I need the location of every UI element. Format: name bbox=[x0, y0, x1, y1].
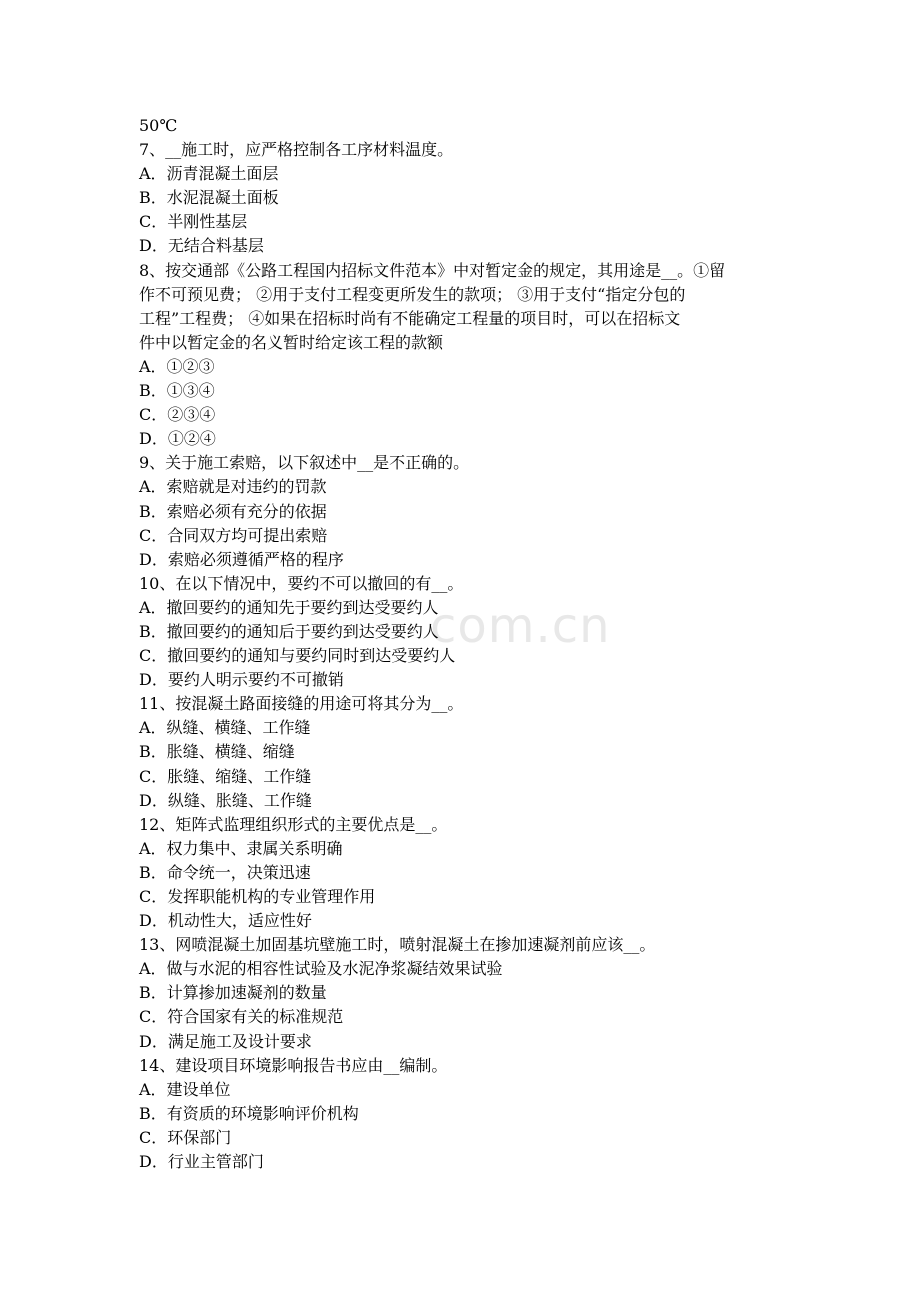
option-b: B．索赔必须有充分的依据 bbox=[139, 501, 327, 521]
question-stem: 14、建设项目环境影响报告书应由__编制。 bbox=[139, 1055, 448, 1075]
option-d: D．索赔必须遵循严格的程序 bbox=[139, 549, 344, 569]
question-11 bbox=[139, 692, 789, 812]
option-a: A．沥青混凝土面层 bbox=[139, 164, 279, 184]
question-7 bbox=[139, 138, 789, 258]
question-stem: 11、按混凝土路面接缝的用途可将其分为__。 bbox=[139, 694, 464, 714]
question-9 bbox=[139, 451, 789, 571]
question-14 bbox=[139, 1054, 789, 1174]
option-c: C．合同双方均可提出索赔 bbox=[139, 525, 328, 545]
temperature-line: 50℃ bbox=[139, 116, 178, 135]
option-c: C．胀缝、缩缝、工作缝 bbox=[139, 766, 312, 786]
question-10 bbox=[139, 572, 789, 692]
option-d: D．行业主管部门 bbox=[139, 1152, 264, 1172]
option-c: C．发挥职能机构的专业管理作用 bbox=[139, 887, 376, 906]
option-d: D．要约人明示要约不可撤销 bbox=[139, 670, 344, 690]
option-c: C．半刚性基层 bbox=[139, 212, 248, 232]
option-b: B．有资质的环境影响评价机构 bbox=[139, 1103, 359, 1123]
question-stem-line-3: 工程”工程费； ④如果在招标时尚有不能确定工程量的项目时，可以在招标文 bbox=[139, 308, 681, 328]
question-stem-line-4: 件中以暂定金的名义暂时给定该工程的款额 bbox=[139, 332, 444, 352]
question-stem: 12、矩阵式监理组织形式的主要优点是__。 bbox=[139, 814, 448, 834]
option-a: A．索赔就是对违约的罚款 bbox=[139, 477, 327, 497]
option-b: B．水泥混凝土面板 bbox=[139, 188, 279, 208]
option-c: C．撤回要约的通知与要约同时到达受要约人 bbox=[139, 646, 456, 666]
question-12 bbox=[139, 813, 789, 933]
watermark: com.cn bbox=[430, 598, 611, 654]
option-d: D．机动性大，适应性好 bbox=[139, 911, 312, 931]
option-d: D．纵缝、胀缝、工作缝 bbox=[139, 790, 312, 810]
option-b: B．撤回要约的通知后于要约到达受要约人 bbox=[139, 621, 439, 641]
option-d: D．满足施工及设计要求 bbox=[139, 1031, 312, 1051]
option-a: A．权力集中、隶属关系明确 bbox=[139, 838, 343, 858]
question-stem-line-1: 8、按交通部《公路工程国内招标文件范本》中对暂定金的规定，其用途是__。①留 bbox=[139, 260, 726, 280]
option-c: C．符合国家有关的标准规范 bbox=[139, 1007, 344, 1027]
question-8 bbox=[139, 259, 789, 452]
question-stem: 13、网喷混凝土加固基坑壁施工时，喷射混凝土在掺加速凝剂前应该__。 bbox=[139, 935, 656, 955]
option-b: B．计算掺加速凝剂的数量 bbox=[139, 983, 327, 1003]
option-b: B．胀缝、横缝、缩缝 bbox=[139, 742, 295, 762]
option-a: A．做与水泥的相容性试验及水泥净浆凝结效果试验 bbox=[139, 959, 503, 979]
option-c: C．环保部门 bbox=[139, 1127, 232, 1147]
question-stem: 10、在以下情况中，要约不可以撤回的有__。 bbox=[139, 573, 464, 593]
option-b: B．①③④ bbox=[139, 381, 215, 401]
option-d: D．①②④ bbox=[139, 429, 216, 449]
question-stem: 9、关于施工索赔，以下叙述中__是不正确的。 bbox=[139, 453, 470, 473]
option-a: A．建设单位 bbox=[139, 1079, 231, 1099]
option-a: A．撤回要约的通知先于要约到达受要约人 bbox=[139, 597, 439, 617]
option-d: D．无结合料基层 bbox=[139, 236, 264, 256]
option-a: A．①②③ bbox=[139, 356, 215, 376]
option-c: C．②③④ bbox=[139, 405, 216, 425]
document-body bbox=[139, 114, 789, 1174]
option-a: A．纵缝、横缝、工作缝 bbox=[139, 718, 311, 738]
question-13 bbox=[139, 933, 789, 1053]
question-stem: 7、__施工时，应严格控制各工序材料温度。 bbox=[139, 140, 454, 160]
option-b: B．命令统一，决策迅速 bbox=[139, 862, 311, 882]
question-stem-line-2: 作不可预见费； ②用于支付工程变更所发生的款项； ③用于支付“指定分包的 bbox=[139, 284, 686, 304]
